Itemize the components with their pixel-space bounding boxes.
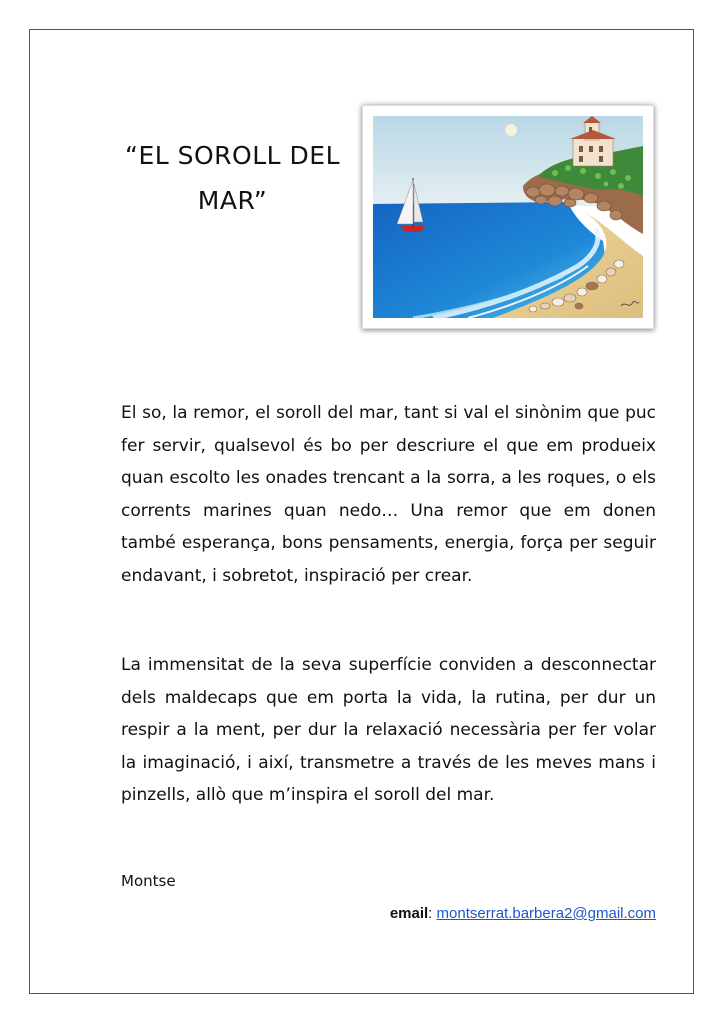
email-separator: : <box>428 905 437 922</box>
title-line-1: “EL SOROLL DEL <box>125 141 340 170</box>
title-line-2: MAR” <box>197 186 268 215</box>
document-title <box>100 133 365 223</box>
seascape-painting <box>362 105 654 329</box>
paragraph-1: El so, la remor, el soroll del mar, tant si val el sinònim que puc fer servir, qualsevol és bo per descriure el que em produeix quan escolto les onades trencant a la sorra, a les roques, o els corrents marines quan nedo… Una remor que em donen també esperança, bons pensaments, energia, força per seguir endavant, i sobretot, inspiració per crear. <box>121 403 656 586</box>
signature: Montse <box>121 872 176 890</box>
seascape-painting-image <box>373 116 643 318</box>
email-link[interactable]: montserrat.barbera2@gmail.com <box>436 905 656 922</box>
email-label: email <box>389 905 429 922</box>
email-line <box>390 905 656 922</box>
paragraph-2: La immensitat de la seva superfície conviden a desconnectar dels maldecaps que em porta la vida, la rutina, per dur un respir a la ment, per dur la relaxació necessària per fer volar la imaginació, i així, transmetre a través de les meves mans i pinzells, allò que m’inspira el soroll del mar. <box>121 655 656 805</box>
